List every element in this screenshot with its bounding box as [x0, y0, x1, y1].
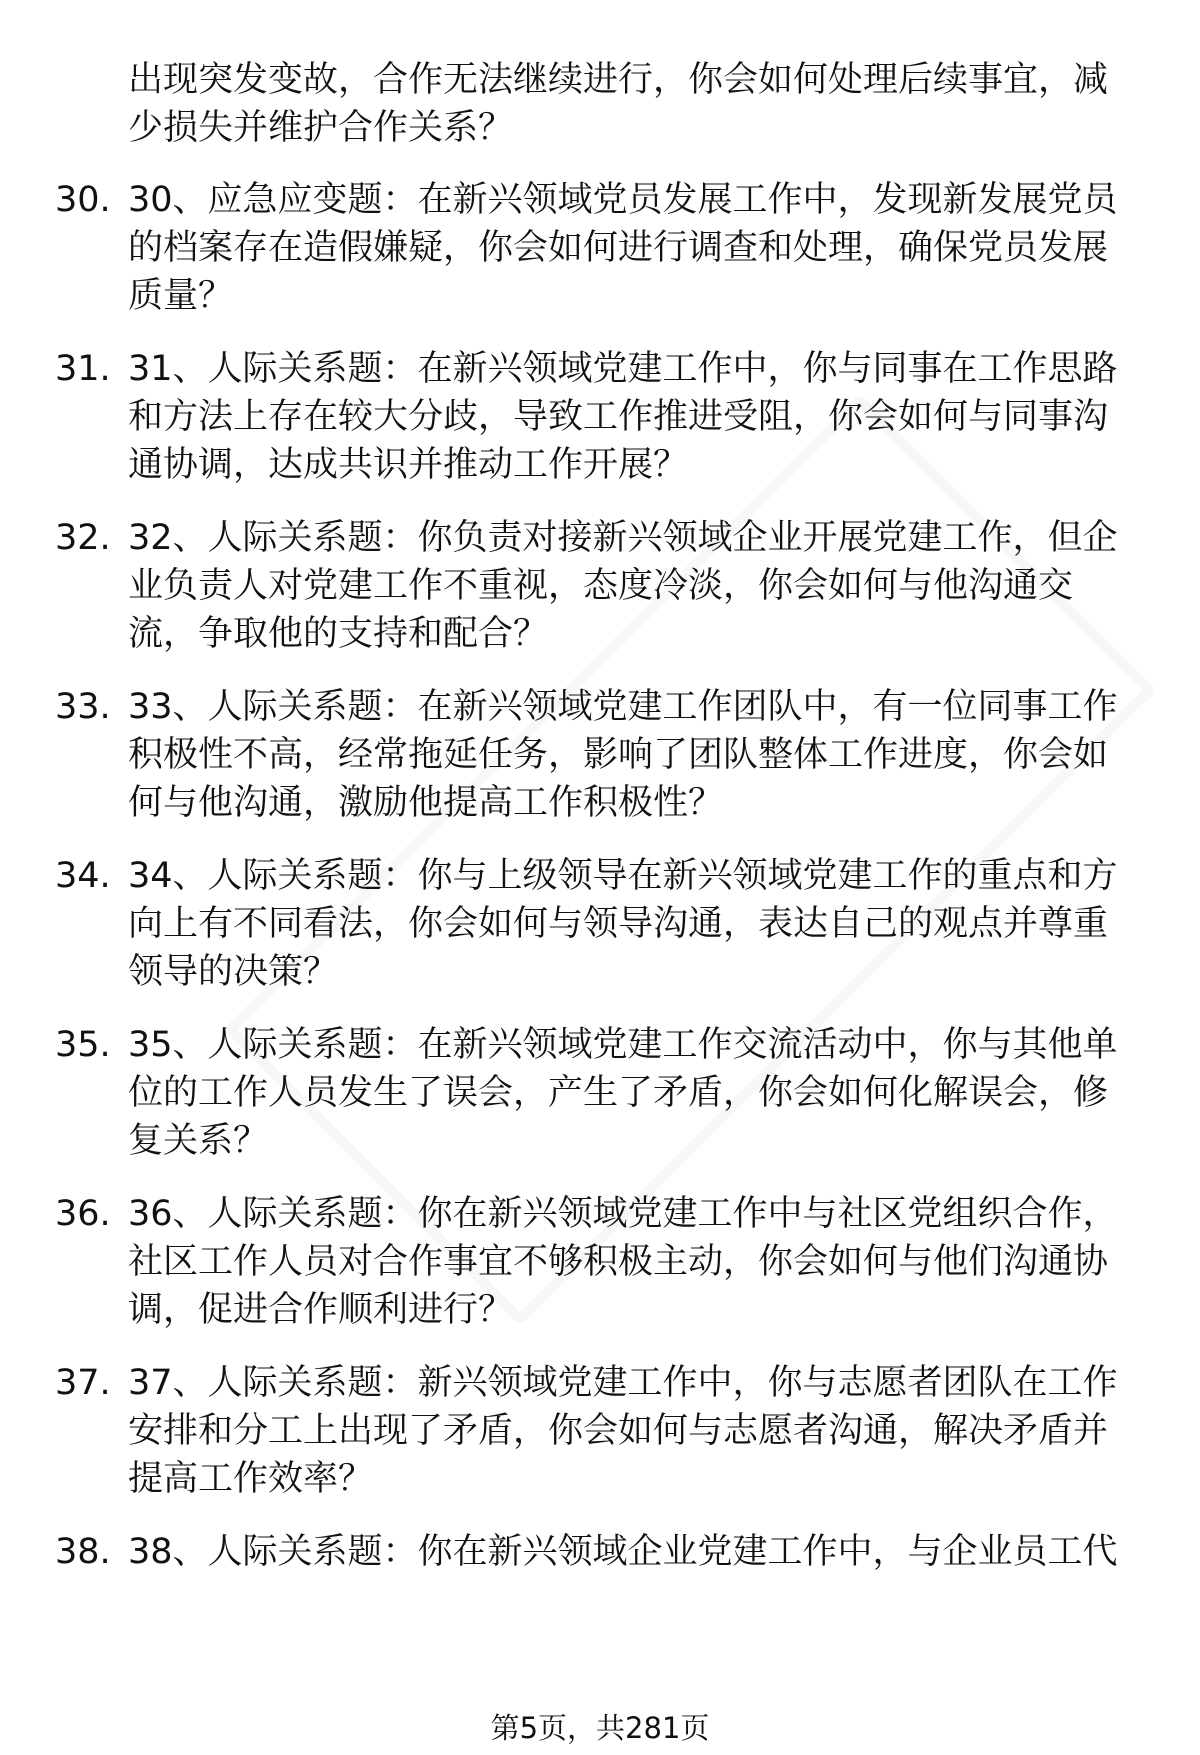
item-text: 35、人际关系题：在新兴领域党建工作交流活动中，你与其他单位的工作人员发生了误会，产生了矛盾，你会如何化解误会，修复关系？: [128, 1025, 1118, 1161]
item-number: 36.: [55, 1194, 111, 1234]
item-number: 32.: [55, 518, 111, 558]
item-number: 38.: [55, 1532, 111, 1572]
item-text: 32、人际关系题：你负责对接新兴领域企业开展党建工作，但企业负责人对党建工作不重视，态度冷淡，你会如何与他沟通交流，争取他的支持和配合？: [128, 518, 1118, 654]
item-number: 35.: [55, 1025, 111, 1065]
item-text: 33、人际关系题：在新兴领域党建工作团队中，有一位同事工作积极性不高，经常拖延任务，影响了团队整体工作进度，你会如何与他沟通，激励他提高工作积极性？: [128, 687, 1118, 823]
item-text: 38、人际关系题：你在新兴领域企业党建工作中，与企业员工代: [128, 1532, 1118, 1572]
item-number: 34.: [55, 856, 111, 896]
item-number: 31.: [55, 349, 111, 389]
item-number: 30.: [55, 180, 111, 220]
item-text: 37、人际关系题：新兴领域党建工作中，你与志愿者团队在工作安排和分工上出现了矛盾，你会如何与志愿者沟通，解决矛盾并提高工作效率？: [128, 1363, 1118, 1499]
page-footer: 第5页，共281页: [490, 1711, 710, 1745]
item-number: 33.: [55, 687, 111, 727]
item-text: 30、应急应变题：在新兴领域党员发展工作中，发现新发展党员的档案存在造假嫌疑，你会如何进行调查和处理，确保党员发展质量？: [128, 180, 1118, 316]
item-text: 36、人际关系题：你在新兴领域党建工作中与社区党组织合作，社区工作人员对合作事宜不够积极主动，你会如何与他们沟通协调，促进合作顺利进行？: [128, 1194, 1118, 1330]
item-text: 31、人际关系题：在新兴领域党建工作中，你与同事在工作思路和方法上存在较大分歧，导致工作推进受阻，你会如何与同事沟通协调，达成共识并推动工作开展？: [128, 349, 1118, 485]
item-text: 34、人际关系题：你与上级领导在新兴领域党建工作的重点和方向上有不同看法，你会如何与领导沟通，表达自己的观点并尊重领导的决策？: [128, 856, 1118, 992]
continued-paragraph: 出现突发变故，合作无法继续进行，你会如何处理后续事宜，减少损失并维护合作关系？: [128, 60, 1109, 148]
item-number: 37.: [55, 1363, 111, 1403]
